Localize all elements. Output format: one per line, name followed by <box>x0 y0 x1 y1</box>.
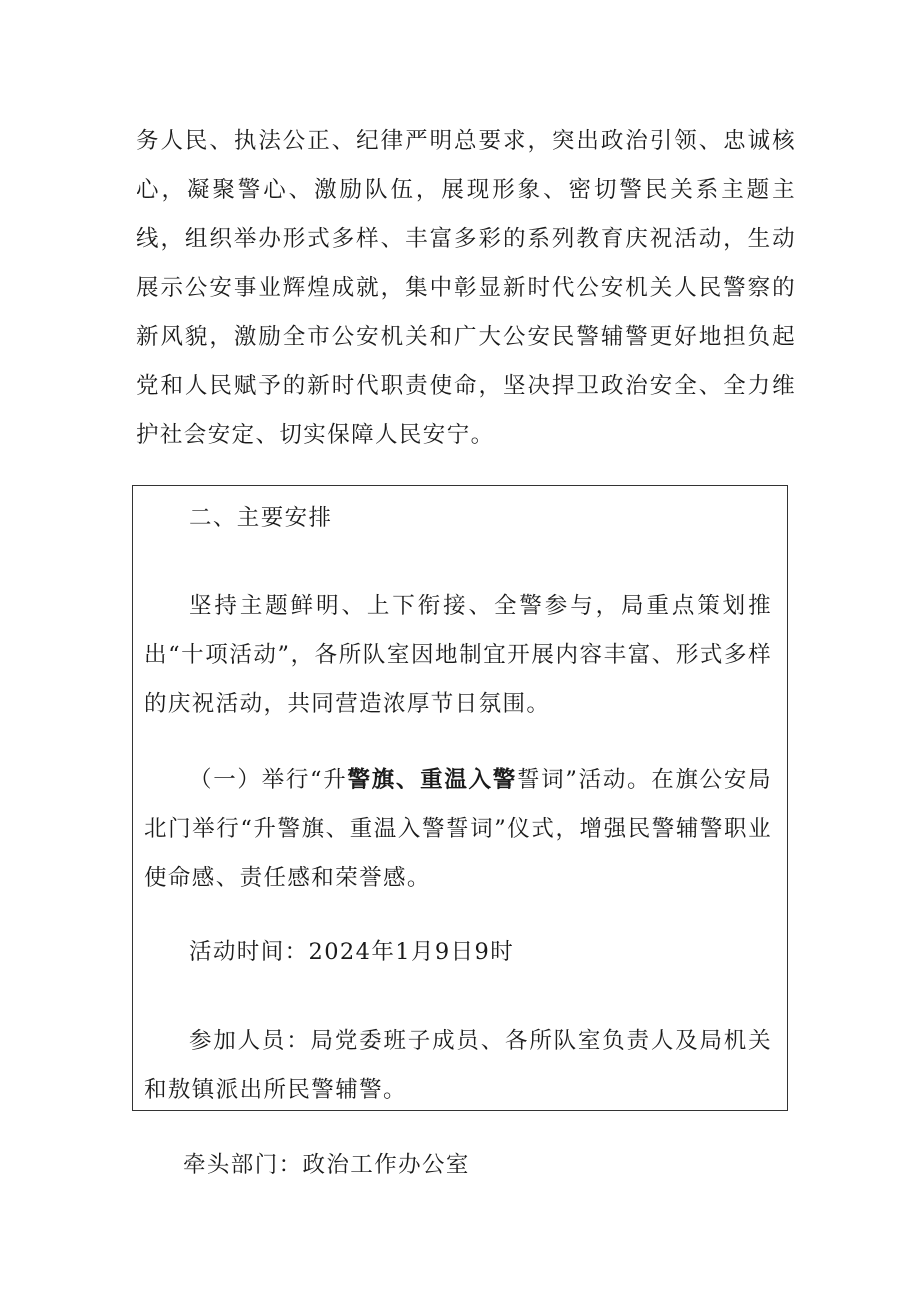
item-one-suffix: 誓词”活动。在旗公安局北门举行“升警旗、重温入警誓词”仪式，增强民警辅警职业使命感、责任感和荣誉感。 <box>144 767 772 891</box>
lead-department: 牵头部门：政治工作办公室 <box>183 1152 470 1178</box>
intro-paragraph: 务人民、执法公正、纪律严明总要求，突出政治引领、忠诚核心，凝聚警心、激励队伍，展现形象、密切警民关系主题主线，组织举办形式多样、丰富多彩的系列教育庆祝活动，生动展示公安事业辉煌成就，集中彰显新时代公安机关人民警察的新风貌，激励全市公安机关和广大公安民警辅警更好地担负起党和人民赋予的新时代职责使命，坚决捍卫政治安全、全力维护社会安定、切实保障人民安宁。 <box>136 128 796 448</box>
activity-time: 活动时间：2024年1月9日9时 <box>189 939 515 965</box>
item-one-bold-text: 警旗、重温入警 <box>347 767 517 793</box>
section-heading: 二、主要安排 <box>189 505 333 531</box>
arrangement-box <box>132 485 788 1111</box>
participants-paragraph: 参加人员：局党委班子成员、各所队室负责人及局机关和敖镇派出所民警辅警。 <box>144 1028 772 1103</box>
item-one-paragraph <box>144 756 772 903</box>
arrangement-paragraph: 坚持主题鲜明、上下衔接、全警参与，局重点策划推出“十项活动”，各所队室因地制宜开展内容丰富、形式多样的庆祝活动，共同营造浓厚节日氛围。 <box>144 593 772 717</box>
item-one-prefix: （一）举行“升 <box>189 767 348 793</box>
